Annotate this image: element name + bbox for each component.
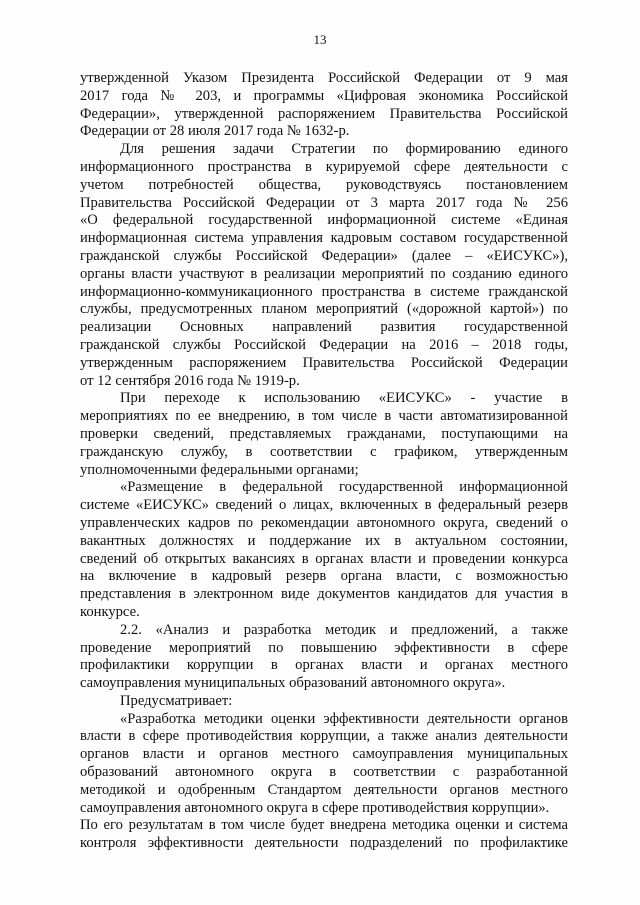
- text-line: от 12 сентября 2016 года № 1919-р.: [80, 372, 300, 389]
- text-line: «О федеральной государственной информационной системе «Единая: [80, 212, 568, 229]
- text-line: представления в электронном виде документов кандидатов для участия в: [80, 586, 568, 603]
- text-line: реализации Основных направлений развития государственной: [80, 319, 568, 336]
- text-line: органов власти и органов местного самоуправления муниципальных: [80, 746, 568, 763]
- text-line: самоуправления муниципальных образований автономного округа».: [80, 675, 506, 692]
- text-line: 2017 года № 203, и программы «Цифровая экономика Российской: [80, 87, 568, 104]
- text-line: сведений об открытых вакансиях в органах власти и проведении конкурса: [80, 550, 568, 567]
- text-line: образований автономного округа в соответствии с разработанной: [80, 764, 568, 781]
- text-line: контроля эффективности деятельности подразделений по профилактике: [80, 835, 568, 852]
- text-line: системе «ЕИСУКС» сведений о лицах, включенных в федеральный резерв: [80, 497, 568, 514]
- text-line: самоуправления автономного округа в сфере противодействия коррупции».: [80, 799, 550, 816]
- text-line: «Размещение в федеральной государственной информационной: [120, 479, 568, 496]
- text-line: органы власти участвуют в реализации мероприятий по созданию единого: [80, 265, 568, 282]
- text-line: гражданской службы Российской Федерации» (далее – «ЕИСУКС»),: [80, 247, 568, 264]
- text-line: утвержденным распоряжением Правительства Российской Федерации: [80, 354, 568, 371]
- text-line: методикой и одобренным Стандартом деятельности органов местного: [80, 781, 568, 798]
- text-line: информационного пространства в курируемой сфере деятельности с: [80, 158, 568, 175]
- text-line: гражданскую службу, в соответствии с графиком, утвержденным: [80, 443, 568, 460]
- text-line: уполномоченными федеральными органами;: [80, 461, 359, 478]
- text-line: проведение мероприятий по повышению эффективности в сфере: [80, 639, 568, 656]
- text-line: По его результатам в том числе будет внедрена методика оценки и система: [80, 817, 568, 834]
- text-line: утвержденной Указом Президента Российской Федерации от 9 мая: [80, 70, 568, 86]
- text-line: Федерации от 28 июля 2017 года № 1632-р.: [80, 123, 350, 140]
- text-line: проверки сведений, представляемых гражданами, поступающими на: [80, 425, 568, 442]
- text-line: мероприятиях по ее внедрению, в том числе в части автоматизированной: [80, 408, 568, 425]
- text-line: управленческих кадров по рекомендации автономного округа, сведений о: [80, 514, 568, 531]
- text-line: конкурсе.: [80, 603, 140, 620]
- text-line: власти в сфере противодействия коррупции, а также анализ деятельности: [80, 728, 568, 745]
- text-line: учетом потребностей общества, руководствуясь постановлением: [80, 176, 568, 193]
- text-line: При переходе к использованию «ЕИСУКС» - участие в: [120, 390, 568, 407]
- body-text: [80, 70, 568, 853]
- text-line: службы, предусмотренных планом мероприятий («дорожной картой») по: [80, 301, 568, 318]
- text-line: Для решения задачи Стратегии по формированию единого: [120, 141, 568, 158]
- text-line: на включение в кадровый резерв органа власти, с возможностью: [80, 568, 568, 585]
- text-line: Правительства Российской Федерации от 3 марта 2017 года № 256: [80, 194, 568, 211]
- text-line: профилактики коррупции в органах власти и органах местного: [80, 657, 568, 674]
- text-line: гражданской службы Российской Федерации на 2016 – 2018 годы,: [80, 336, 568, 353]
- text-line: «Разработка методики оценки эффективности деятельности органов: [120, 710, 568, 727]
- text-line: информационная система управления кадровым составом государственной: [80, 230, 568, 247]
- page-number: 13: [313, 32, 327, 47]
- text-line: информационно-коммуникационного пространства в системе гражданской: [80, 283, 568, 300]
- text-line: Предусматривает:: [120, 692, 233, 709]
- text-line: 2.2. «Анализ и разработка методик и предложений, а также: [120, 621, 568, 638]
- text-line: Федерации», утвержденной распоряжением Правительства Российской: [80, 105, 568, 122]
- text-line: вакантных должностях и поддержание их в актуальном состоянии,: [80, 532, 568, 549]
